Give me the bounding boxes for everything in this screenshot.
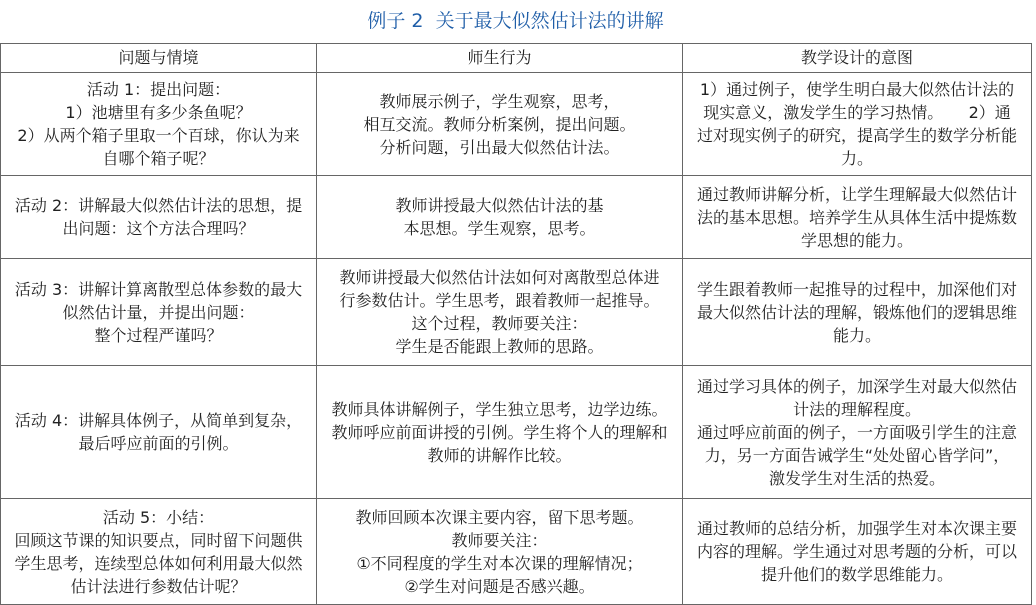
cell-line: 学思想的能力。	[800, 230, 913, 250]
cell-line: 相互交流。教师分析案例，提出问题。	[363, 114, 636, 134]
cell-line: 整个过程严谨吗？	[94, 325, 223, 345]
cell-line: 自哪个箱子呢？	[102, 149, 215, 168]
table-header-row	[1, 44, 1032, 73]
cell-line: 教师展示例子，学生观察，思考，	[379, 91, 620, 111]
situation-cell	[1, 499, 317, 605]
cell-line: 教师具体讲解例子，学生独立思考，边学边练。	[331, 399, 668, 419]
cell-line: 似然估计量，并提出问题：	[62, 302, 255, 322]
table-row	[1, 176, 1032, 259]
cell-line: 力，另一方面告诫学生“处处留心皆学问”，	[704, 445, 1010, 465]
header-behavior: 师生行为	[317, 44, 683, 73]
cell-line: 教师讲授最大似然估计法如何对离散型总体进	[339, 268, 660, 287]
cell-line: 本思想。学生观察，思考。	[403, 219, 596, 238]
cell-line: 最大似然估计法的理解，锻炼他们的逻辑思维	[696, 302, 1017, 322]
cell-line: 通过教师讲解分析，让学生理解最大似然估计	[696, 184, 1017, 204]
cell-line: 最后呼应前面的引例。	[78, 434, 239, 453]
cell-line: 法的基本思想。培养学生从具体生活中提炼数	[696, 207, 1017, 227]
cell-line: 内容的理解。学生通过对思考题的分析，可以	[696, 542, 1017, 561]
intent-cell	[683, 259, 1032, 366]
cell-line: 活动 2：讲解最大似然估计法的思想，提	[14, 196, 303, 215]
behavior-cell	[317, 499, 683, 605]
intent-cell	[683, 366, 1032, 499]
intent-cell	[683, 499, 1032, 605]
cell-line: 活动 1：提出问题：	[86, 80, 231, 99]
cell-line: 通过学习具体的例子，加深学生对最大似然估	[696, 376, 1017, 396]
behavior-cell	[317, 366, 683, 499]
cell-line: 现实意义，激发学生的学习热情。 2）通	[703, 103, 1011, 122]
table-row	[1, 259, 1032, 366]
document-title: 例子 2 关于最大似然估计法的讲解	[367, 10, 664, 32]
cell-line: 教师讲授最大似然估计法的基	[395, 196, 604, 215]
cell-line: 分析问题，引出最大似然估计法。	[379, 137, 620, 157]
cell-line: 学生是否能跟上教师的思路。	[395, 337, 604, 356]
cell-line: 提升他们的数学思维能力。	[760, 565, 953, 584]
cell-line: 教师要关注：	[451, 530, 548, 550]
cell-line: 教师的讲解作比较。	[427, 445, 572, 465]
situation-cell	[1, 73, 317, 176]
behavior-cell	[317, 176, 683, 259]
cell-line: 通过教师的总结分析，加强学生对本次课主要	[696, 519, 1017, 538]
cell-line: 通过呼应前面的例子，一方面吸引学生的注意	[696, 422, 1017, 442]
cell-line: 活动 3：讲解计算离散型总体参数的最大	[14, 279, 303, 299]
cell-line: 回顾这节课的知识要点，同时留下问题供	[14, 530, 303, 550]
cell-line: 学生思考，连续型总体如何利用最大似然	[14, 553, 303, 573]
cell-line: ②学生对问题是否感兴趣。	[404, 576, 595, 596]
cell-line: 2）从两个箱子里取一个百球，你认为来	[17, 126, 300, 145]
table-row	[1, 73, 1032, 176]
behavior-cell	[317, 73, 683, 176]
cell-line: 活动 5：小结：	[102, 507, 215, 527]
cell-line: 计法的理解程度。	[792, 399, 921, 419]
cell-line: 活动 4：讲解具体例子，从简单到复杂，	[14, 411, 303, 430]
cell-line: 估计法进行参数估计呢？	[70, 576, 247, 596]
cell-line: 教师回顾本次课主要内容，留下思考题。	[355, 507, 644, 527]
intent-cell	[683, 176, 1032, 259]
intent-cell	[683, 73, 1032, 176]
situation-cell	[1, 366, 317, 499]
cell-line: ①不同程度的学生对本次课的理解情况；	[356, 553, 643, 573]
behavior-cell	[317, 259, 683, 366]
cell-line: 1）池塘里有多少条鱼呢？	[65, 103, 252, 122]
header-intent: 教学设计的意图	[683, 44, 1032, 73]
situation-cell	[1, 176, 317, 259]
cell-line: 这个过程，教师要关注：	[411, 314, 588, 333]
cell-line: 学生跟着教师一起推导的过程中，加深他们对	[696, 279, 1017, 299]
header-situation: 问题与情境	[1, 44, 317, 73]
cell-line: 过对现实例子的研究，提高学生的数学分析能	[696, 126, 1017, 145]
cell-line: 出问题：这个方法合理吗？	[62, 219, 255, 238]
table-row	[1, 366, 1032, 499]
cell-line: 激发学生对生活的热爱。	[768, 468, 945, 488]
cell-line: 1）通过例子，使学生明白最大似然估计法的	[699, 80, 1015, 99]
situation-cell	[1, 259, 317, 366]
cell-line: 行参数估计。学生思考，跟着教师一起推导。	[339, 291, 660, 310]
cell-line: 能力。	[832, 325, 881, 345]
cell-line: 力。	[840, 149, 873, 168]
cell-line: 教师呼应前面讲授的引例。学生将个人的理解和	[331, 422, 668, 442]
table-row	[1, 499, 1032, 605]
lesson-design-table	[0, 43, 1032, 605]
